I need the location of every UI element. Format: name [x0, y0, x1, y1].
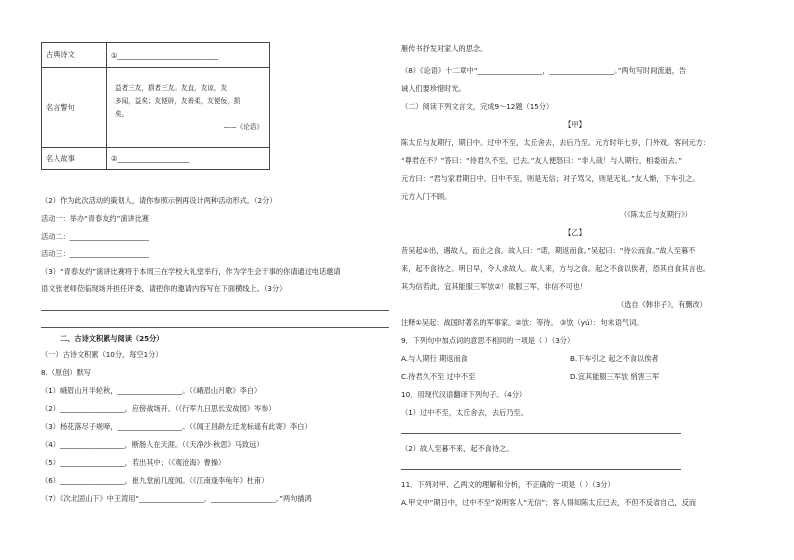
activity-1: 活动一：举办“青春友约”演讲比赛 — [41, 214, 150, 223]
passage-line: 来，起不食待之。明日早，令人求故人。故人来，方与之食。起之不食以俟者，恐其自食其言也。 — [401, 264, 711, 273]
passage-source: （选自《韩非子》，有删改） — [617, 300, 707, 309]
question-9: 9．下列句中加点词的意思不相同的一项是（ ）（3分） — [401, 336, 575, 345]
answer-line — [41, 310, 389, 311]
quote-line: 矣。 — [115, 109, 129, 118]
answer-line — [401, 433, 681, 434]
text-line: 雁传书抒发对家人的思念。 — [401, 44, 488, 53]
translate-2: （2）故人至暮不来，起不食待之。 — [401, 444, 514, 453]
question-3-line-1: （3）“青春友约”演讲比赛将于本周三在学校大礼堂举行，作为学生会干事的你请通过电话邀请 — [41, 267, 341, 276]
table-value: ①____________________________ — [107, 43, 270, 68]
text-line: （8）《论语》十二章中“__________________，__________________。”两句写时间流逝，告 — [401, 66, 687, 75]
passage-yi-title: 【乙】 — [564, 228, 586, 237]
dictation-line: （6）__________________，崔九堂前几度闻。（《江南逢李龟年》杜甫） — [41, 476, 269, 485]
passage-line: 元方入门不顾。 — [401, 192, 452, 201]
text-line: 诫人们要珍惜时光。 — [401, 84, 466, 93]
quote-line: 多闻，益矣；友便辟，友善柔，友便佞，损 — [115, 96, 241, 105]
table-label: 名言警句 — [42, 68, 107, 148]
dictation-line: （5）__________________，若出其中；（《观沧海》曹操） — [41, 458, 226, 467]
activity-3: 活动三：______________________ — [41, 249, 149, 258]
table-label: 古典诗文 — [42, 43, 107, 68]
answer-line — [41, 327, 389, 328]
dictation-line: （2）__________________，应傍战场开。（《行军九日思长安故园》岑参） — [41, 404, 276, 413]
dictation-line: （7）《次北固山下》中王湾用“__________________，__________________。”两句描鸿 — [41, 494, 312, 503]
passage-line: 元方曰：“君与家君期日中。日中不至，则是无信；对子骂父，则是无礼。”友人惭，下车引之。 — [401, 174, 700, 183]
question-3-line-2: 语文张老师莅临现场并担任评委，请把你的邀请内容写在下面横线上。（3分） — [41, 284, 287, 293]
translate-1: （1）过中不至，太丘舍去，去后乃至。 — [401, 408, 528, 417]
table-value: ②____________________ — [107, 148, 270, 170]
annotation-note: 注释①吴起：战国时著名的军事家。②欤：等待。 ③欤（yú）：句末语气词。 — [401, 318, 644, 327]
quote-line: 益者三友，损者三友。友直，友谅，友 — [115, 83, 228, 92]
activity-table — [41, 42, 270, 170]
option-a: A.甲文中“期日中，过中不至”说明客人“无信”；客人得知陈太丘已去，不但不反省自己，反而 — [401, 498, 697, 507]
passage-jia-title: 【甲】 — [564, 120, 586, 129]
activity-2: 活动二：______________________ — [41, 232, 149, 241]
subsection-1-title: （一）古诗文积累（10分，每空1分） — [41, 350, 163, 359]
question-11: 11．下列对甲、乙两文的理解和分析，不正确的一项是（ ）（3分） — [401, 480, 615, 489]
question-8: 8.（原创）默写 — [41, 368, 91, 377]
option-b: B.下车引之 起之不食以俟者 — [570, 354, 659, 363]
passage-line: 陈太丘与友期行，期日中。过中不至，太丘舍去，去后乃至。元方时年七岁，门外戏。客问元方： — [401, 138, 711, 147]
option-d: D.宜其能服三军欤 悄害三军 — [570, 372, 660, 381]
passage-line: 昔吴起①出，遇故人，而止之食。故人曰：“诺，期返而食。”吴起曰：“待公而食。”故人至暮不 — [401, 246, 696, 255]
option-a: A.与人期行 期返而食 — [401, 354, 468, 363]
table-label: 名人故事 — [42, 148, 107, 170]
dictation-line: （4）__________________，断肠人在天涯。（《天净沙·秋思》马致远） — [41, 440, 264, 449]
quote-source: ——《论语》 — [223, 122, 263, 131]
option-c: C.待君久不至 过中不至 — [401, 372, 476, 381]
dictation-line: （1）峨眉山月半轮秋，__________________。（《峨眉山月歌》李白） — [41, 386, 262, 395]
section-2-title: 二、古诗文积累与阅读（25分） — [60, 334, 164, 343]
passage-line: 其为信若此，宜其能服三军欤②！欲服三军，非信不可也！ — [401, 282, 588, 291]
passage-source: （《陈太丘与友期行》） — [620, 210, 692, 219]
question-2: （2）作为此次活动的策划人，请你参照示例再设计两种活动形式。（2分） — [41, 196, 277, 205]
question-10: 10．用现代汉语翻译下列句子。（4分） — [401, 390, 527, 399]
passage-line: “尊君在不？”答曰：“待君久不至，已去。”友人便怒曰：“非人哉！与人期行，相委而去。” — [401, 156, 683, 165]
answer-line — [401, 469, 681, 470]
reading-instruction: （二）阅读下列文言文，完成9～12题（15分） — [401, 102, 554, 111]
quote-cell — [107, 68, 270, 148]
dictation-line: （3）杨花落尽子规啼，__________________。（《闻王昌龄左迁龙标遥有此寄》李白） — [41, 422, 312, 431]
